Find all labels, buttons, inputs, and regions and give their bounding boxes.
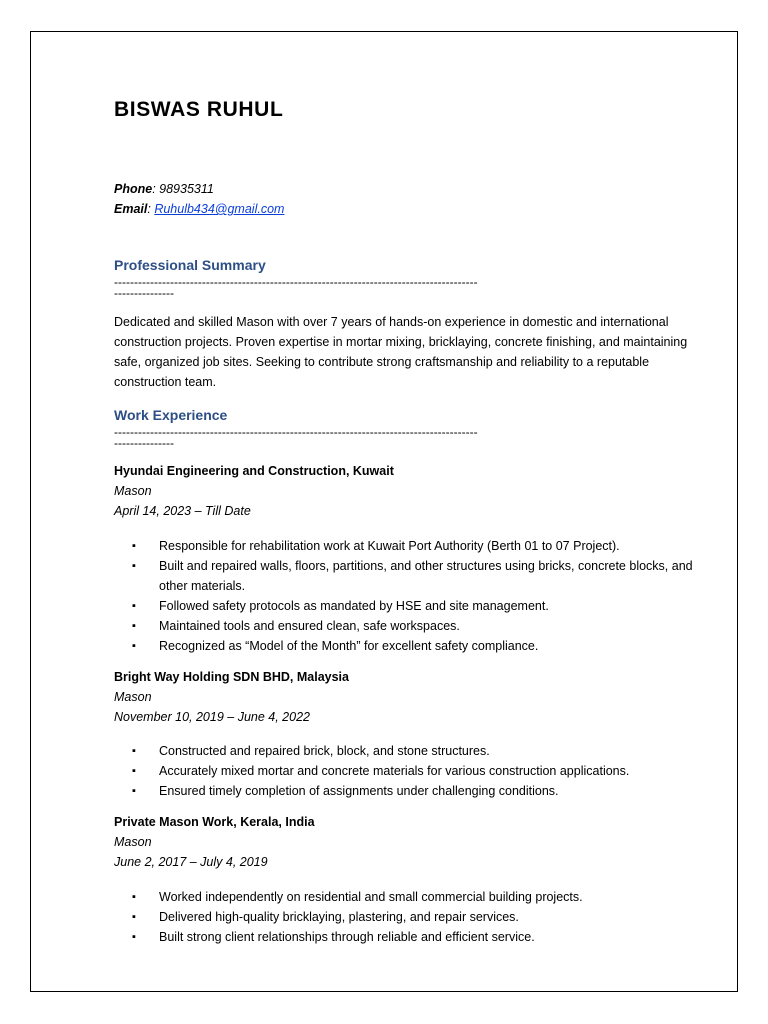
job-bullet-list — [114, 536, 704, 656]
summary-text: Dedicated and skilled Mason with over 7 years of hands-on experience in domestic and international construction projects. Proven expertise in mortar mixing, bricklaying, concrete finishing, and maintaining safe, organized job sites. Seeking to contribute strong craftsmanship and reliability to a reputable construction team. — [114, 315, 688, 389]
phone-line — [114, 182, 214, 196]
list-item: ▪ Built strong client relationships through reliable and efficient service. — [114, 927, 704, 947]
list-item: ▪ Delivered high-quality bricklaying, plastering, and repair services. — [114, 907, 704, 927]
experience-divider-line1: ------------------------------------------------------------------------------------------- — [114, 425, 478, 439]
list-item: ▪ Built and repaired walls, floors, partitions, and other structures using bricks, concrete blocks, and other materials. — [114, 556, 704, 596]
job-role: Mason — [114, 690, 152, 704]
experience-divider-line2: --------------- — [114, 436, 174, 450]
list-item: ▪ Responsible for rehabilitation work at Kuwait Port Authority (Berth 01 to 07 Project). — [114, 536, 704, 556]
email-link[interactable]: Ruhulb434@gmail.com — [154, 202, 285, 216]
list-item: ▪ Worked independently on residential and small commercial building projects. — [114, 887, 704, 907]
job-dates: June 2, 2017 – July 4, 2019 — [114, 855, 268, 869]
job-bullet-list — [114, 887, 704, 947]
email-line — [114, 202, 284, 216]
email-separator: : — [147, 202, 155, 216]
list-item: ▪ Recognized as “Model of the Month” for excellent safety compliance. — [114, 636, 704, 656]
job-dates: April 14, 2023 – Till Date — [114, 504, 251, 518]
job-role: Mason — [114, 484, 152, 498]
summary-divider-line2: --------------- — [114, 286, 174, 300]
list-item: ▪ Followed safety protocols as mandated by HSE and site management. — [114, 596, 704, 616]
job-company: Bright Way Holding SDN BHD, Malaysia — [114, 670, 349, 684]
email-label: Email — [114, 202, 148, 216]
list-item: ▪ Ensured timely completion of assignments under challenging conditions. — [114, 781, 704, 801]
job-company: Hyundai Engineering and Construction, Kuwait — [114, 464, 394, 478]
job-dates: November 10, 2019 – June 4, 2022 — [114, 710, 310, 724]
resume-page — [30, 31, 738, 992]
candidate-name: BISWAS RUHUL — [114, 98, 284, 121]
summary-heading: Professional Summary — [114, 257, 266, 273]
job-role: Mason — [114, 835, 152, 849]
list-item: ▪ Maintained tools and ensured clean, safe workspaces. — [114, 616, 704, 636]
list-item: ▪ Constructed and repaired brick, block, and stone structures. — [114, 741, 704, 761]
experience-heading: Work Experience — [114, 407, 228, 423]
job-company: Private Mason Work, Kerala, India — [114, 815, 315, 829]
list-item: ▪ Accurately mixed mortar and concrete materials for various construction applications. — [114, 761, 704, 781]
job-bullet-list — [114, 741, 704, 801]
phone-label: Phone — [114, 182, 153, 196]
summary-divider-line1: ------------------------------------------------------------------------------------------- — [114, 275, 478, 289]
phone-value: : 98935311 — [152, 182, 214, 196]
